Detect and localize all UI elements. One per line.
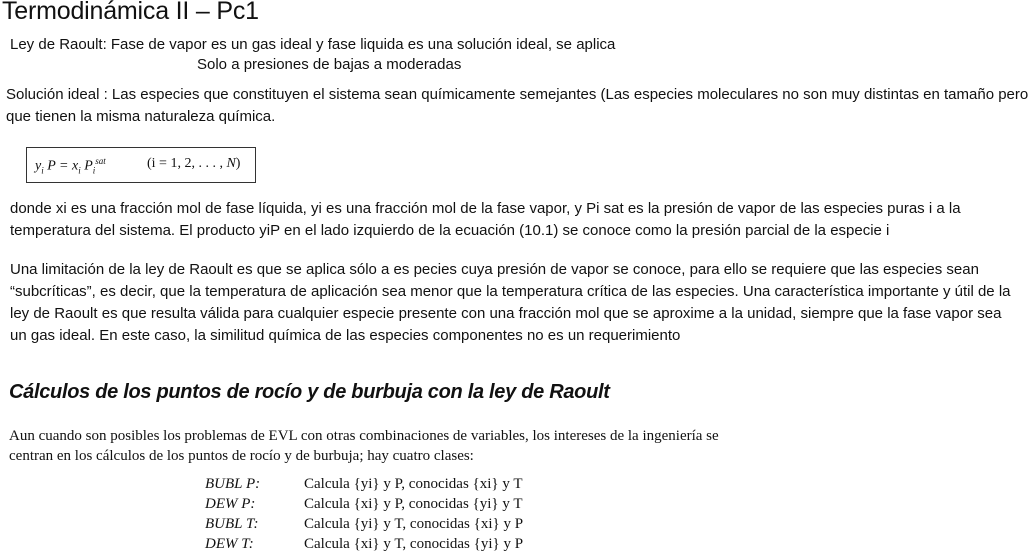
class-label: BUBL P: [205, 476, 261, 492]
class-description: Calcula {xi} y T, conocidas {yi} y P [304, 536, 524, 552]
raoult-law-line: Ley de Raoult: Fase de vapor es un gas ideal y fase liquida es una solución ideal, se aplica [10, 36, 616, 53]
class-description: Calcula {yi} y T, conocidas {xi} y P [304, 516, 524, 532]
equation-range: (i = 1, 2, . . . , N) [147, 156, 241, 171]
class-row [205, 534, 523, 554]
page-title: Termodinámica II – Pc1 [2, 0, 259, 25]
equation-formula: $y_i$ $P = x_i$ $P_i^{sat}$ [35, 156, 106, 176]
class-row [205, 494, 523, 514]
class-label: BUBL T: [205, 516, 259, 532]
class-description: Calcula {yi} y P, conocidas {xi} y T [304, 476, 523, 492]
raoult-limitation-paragraph: Una limitación de la ley de Raoult es que se aplica sólo a es pecies cuya presión de vapor se conoce, para ello se requiere que las especies sean “subcríticas”, es decir, que la temperatura de aplicación sea menor que la temperatura crítica de las especies. Una característica importante y útil de la ley de Raoult es que resulta válida para cualquier especie presente con una fracción mol que se aproxime a la unidad, siempre que la fase vapor sea un gas ideal. En este caso, la similitud química de las especies componentes no es un requerimiento [10, 261, 1011, 344]
book-paragraph: Aun cuando son posibles los problemas de EVL con otras combinaciones de variables, los intereses de la ingeniería se centran en los cálculos de los puntos de rocío y de burbuja; hay cuatro clases: [9, 428, 719, 464]
raoult-equation [26, 147, 256, 183]
calculation-classes [205, 474, 523, 554]
class-description: Calcula {xi} y P, conocidas {yi} y T [304, 496, 523, 512]
class-row [205, 514, 523, 534]
raoult-law-condition: Solo a presiones de bajas a moderadas [197, 56, 462, 73]
ideal-solution-definition: Solución ideal : Las especies que constituyen el sistema sean químicamente semejantes (Las especies moleculares no son muy distintas en tamaño pero que tienen la misma naturaleza química. [6, 86, 1029, 125]
variable-definitions: donde xi es una fracción mol de fase líquida, yi es una fracción mol de la fase vapor, y Pi sat es la presión de vapor de las especies puras i a la temperatura del sistema. El producto yiP en el lado izquierdo de la ecuación (10.1) se conoce como la presión parcial de la especie i [10, 200, 961, 239]
class-label: DEW T: [205, 536, 254, 552]
class-row [205, 474, 523, 494]
class-label: DEW P: [205, 496, 256, 512]
section-heading: Cálculos de los puntos de rocío y de burbuja con la ley de Raoult [9, 381, 610, 403]
